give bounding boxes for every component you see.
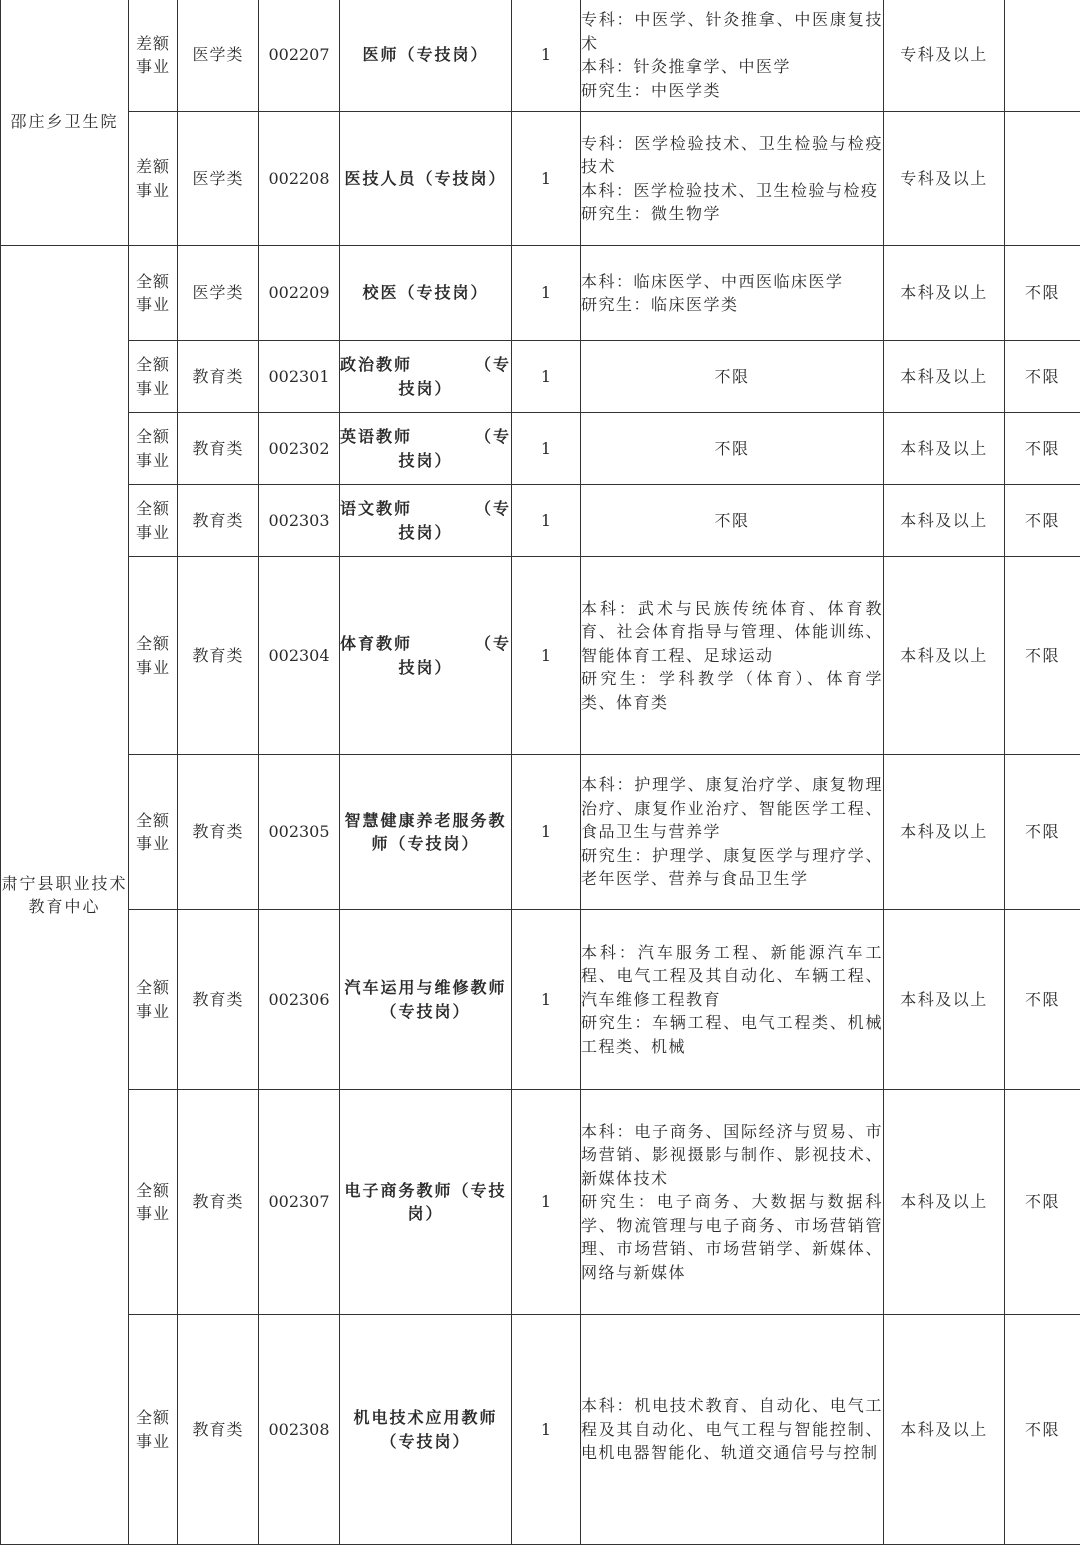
post-code-cell: 002302 [259,413,340,485]
major-line: 研究生：微生物学 [581,202,883,226]
post-code-cell: 002209 [259,246,340,341]
table-row [1,485,1080,557]
category-cell: 教育类 [178,341,259,413]
table-row [1,0,1080,112]
post-name-cell: 医技人员（专技岗） [340,112,512,246]
major-cell: 不限 [581,341,884,413]
post-name-cell: 智慧健康养老服务教师（专技岗） [340,755,512,910]
category-cell: 教育类 [178,910,259,1090]
headcount-cell: 1 [512,413,581,485]
education-cell: 本科及以上 [884,1090,1005,1315]
post-name-tail: 技岗） [340,377,511,401]
headcount-cell: 1 [512,0,581,112]
post-code-cell: 002208 [259,112,340,246]
major-cell [581,557,884,755]
post-name-tail: 技岗） [340,521,511,545]
funding-type-cell: 全额事业 [129,485,178,557]
major-line: 专科：中医学、针灸推拿、中医康复技术 [581,8,883,55]
funding-type-cell: 全额事业 [129,557,178,755]
headcount-cell: 1 [512,1315,581,1545]
table-row [1,112,1080,246]
education-cell: 本科及以上 [884,413,1005,485]
education-cell: 本科及以上 [884,485,1005,557]
major-line: 本科：电子商务、国际经济与贸易、市场营销、影视摄影与制作、影视技术、新媒体技术 [581,1120,883,1191]
age-cell: 不限 [1005,557,1080,755]
major-cell [581,755,884,910]
table-row [1,413,1080,485]
headcount-cell: 1 [512,112,581,246]
major-line: 本科：医学检验技术、卫生检验与检疫 [581,179,883,203]
funding-type-cell: 全额事业 [129,341,178,413]
post-code-cell: 002305 [259,755,340,910]
category-cell: 教育类 [178,1090,259,1315]
major-cell [581,1315,884,1545]
category-cell: 医学类 [178,112,259,246]
unit-name-cell: 肃宁县职业技术教育中心 [1,246,129,1545]
major-cell [581,0,884,112]
table-row [1,755,1080,910]
post-name-paren: （专 [475,497,511,521]
major-line: 本科：针灸推拿学、中医学 [581,55,883,79]
age-cell: 不限 [1005,755,1080,910]
post-code-cell: 002207 [259,0,340,112]
category-cell: 教育类 [178,485,259,557]
age-cell: 不限 [1005,1090,1080,1315]
major-line: 研究生：车辆工程、电气工程类、机械工程类、机械 [581,1011,883,1058]
education-cell: 专科及以上 [884,112,1005,246]
headcount-cell: 1 [512,910,581,1090]
funding-type-cell: 差额事业 [129,0,178,112]
post-name-paren: （专 [475,425,511,449]
category-cell: 教育类 [178,755,259,910]
headcount-cell: 1 [512,485,581,557]
post-code-cell: 002304 [259,557,340,755]
funding-type-cell: 差额事业 [129,112,178,246]
post-name-cell [340,557,512,755]
major-cell [581,246,884,341]
category-cell: 教育类 [178,413,259,485]
major-line: 研究生：学科教学（体育）、体育学类、体育类 [581,667,883,714]
education-cell: 本科及以上 [884,341,1005,413]
category-cell: 医学类 [178,246,259,341]
age-cell [1005,112,1080,246]
education-cell: 本科及以上 [884,557,1005,755]
post-name-cell [340,341,512,413]
post-name-paren: （专 [475,632,511,656]
major-line: 研究生：电子商务、大数据与数据科学、物流管理与电子商务、市场营销管理、市场营销、市场营销学、新媒体、网络与新媒体 [581,1190,883,1284]
education-cell: 本科及以上 [884,1315,1005,1545]
category-cell: 教育类 [178,1315,259,1545]
age-cell: 不限 [1005,485,1080,557]
unit-name-cell: 邵庄乡卫生院 [1,0,129,246]
post-name-head: 体育教师 [340,632,412,656]
post-name-cell: 医师（专技岗） [340,0,512,112]
education-cell: 本科及以上 [884,910,1005,1090]
post-name-cell: 机电技术应用教师（专技岗） [340,1315,512,1545]
table-row [1,557,1080,755]
post-name-head: 英语教师 [340,425,412,449]
post-name-cell: 校医（专技岗） [340,246,512,341]
headcount-cell: 1 [512,755,581,910]
funding-type-cell: 全额事业 [129,910,178,1090]
major-line: 研究生：中医学类 [581,79,883,103]
major-cell: 不限 [581,485,884,557]
age-cell: 不限 [1005,246,1080,341]
funding-type-cell: 全额事业 [129,755,178,910]
funding-type-cell: 全额事业 [129,246,178,341]
table-row [1,1315,1080,1545]
major-line: 本科：汽车服务工程、新能源汽车工程、电气工程及其自动化、车辆工程、汽车维修工程教育 [581,941,883,1012]
headcount-cell: 1 [512,557,581,755]
post-name-cell: 汽车运用与维修教师（专技岗） [340,910,512,1090]
post-code-cell: 002306 [259,910,340,1090]
headcount-cell: 1 [512,246,581,341]
education-cell: 专科及以上 [884,0,1005,112]
major-line: 本科：临床医学、中西医临床医学 [581,270,883,294]
post-name-cell [340,413,512,485]
age-cell: 不限 [1005,1315,1080,1545]
age-cell: 不限 [1005,910,1080,1090]
funding-type-cell: 全额事业 [129,1090,178,1315]
major-line: 本科：护理学、康复治疗学、康复物理治疗、康复作业治疗、智能医学工程、食品卫生与营养学 [581,773,883,844]
post-name-tail: 技岗） [340,656,511,680]
major-line: 研究生：临床医学类 [581,293,883,317]
age-cell [1005,0,1080,112]
post-code-cell: 002307 [259,1090,340,1315]
table-row [1,341,1080,413]
major-cell [581,1090,884,1315]
major-cell: 不限 [581,413,884,485]
education-cell: 本科及以上 [884,246,1005,341]
post-name-cell [340,485,512,557]
table-row [1,1090,1080,1315]
headcount-cell: 1 [512,341,581,413]
post-name-cell: 电子商务教师（专技岗） [340,1090,512,1315]
major-cell [581,910,884,1090]
post-name-tail: 技岗） [340,449,511,473]
age-cell: 不限 [1005,413,1080,485]
table-row [1,246,1080,341]
post-name-paren: （专 [475,353,511,377]
table-row [1,910,1080,1090]
post-code-cell: 002303 [259,485,340,557]
major-line: 研究生：护理学、康复医学与理疗学、老年医学、营养与食品卫生学 [581,844,883,891]
category-cell: 教育类 [178,557,259,755]
major-cell [581,112,884,246]
major-line: 本科：机电技术教育、自动化、电气工程及其自动化、电气工程与智能控制、电机电器智能化、轨道交通信号与控制 [581,1394,883,1465]
funding-type-cell: 全额事业 [129,1315,178,1545]
major-line: 专科：医学检验技术、卫生检验与检疫技术 [581,132,883,179]
post-name-head: 政治教师 [340,353,412,377]
education-cell: 本科及以上 [884,755,1005,910]
funding-type-cell: 全额事业 [129,413,178,485]
category-cell: 医学类 [178,0,259,112]
age-cell: 不限 [1005,341,1080,413]
post-name-head: 语文教师 [340,497,412,521]
post-code-cell: 002308 [259,1315,340,1545]
major-line: 本科：武术与民族传统体育、体育教育、社会体育指导与管理、体能训练、智能体育工程、足球运动 [581,597,883,668]
post-code-cell: 002301 [259,341,340,413]
headcount-cell: 1 [512,1090,581,1315]
